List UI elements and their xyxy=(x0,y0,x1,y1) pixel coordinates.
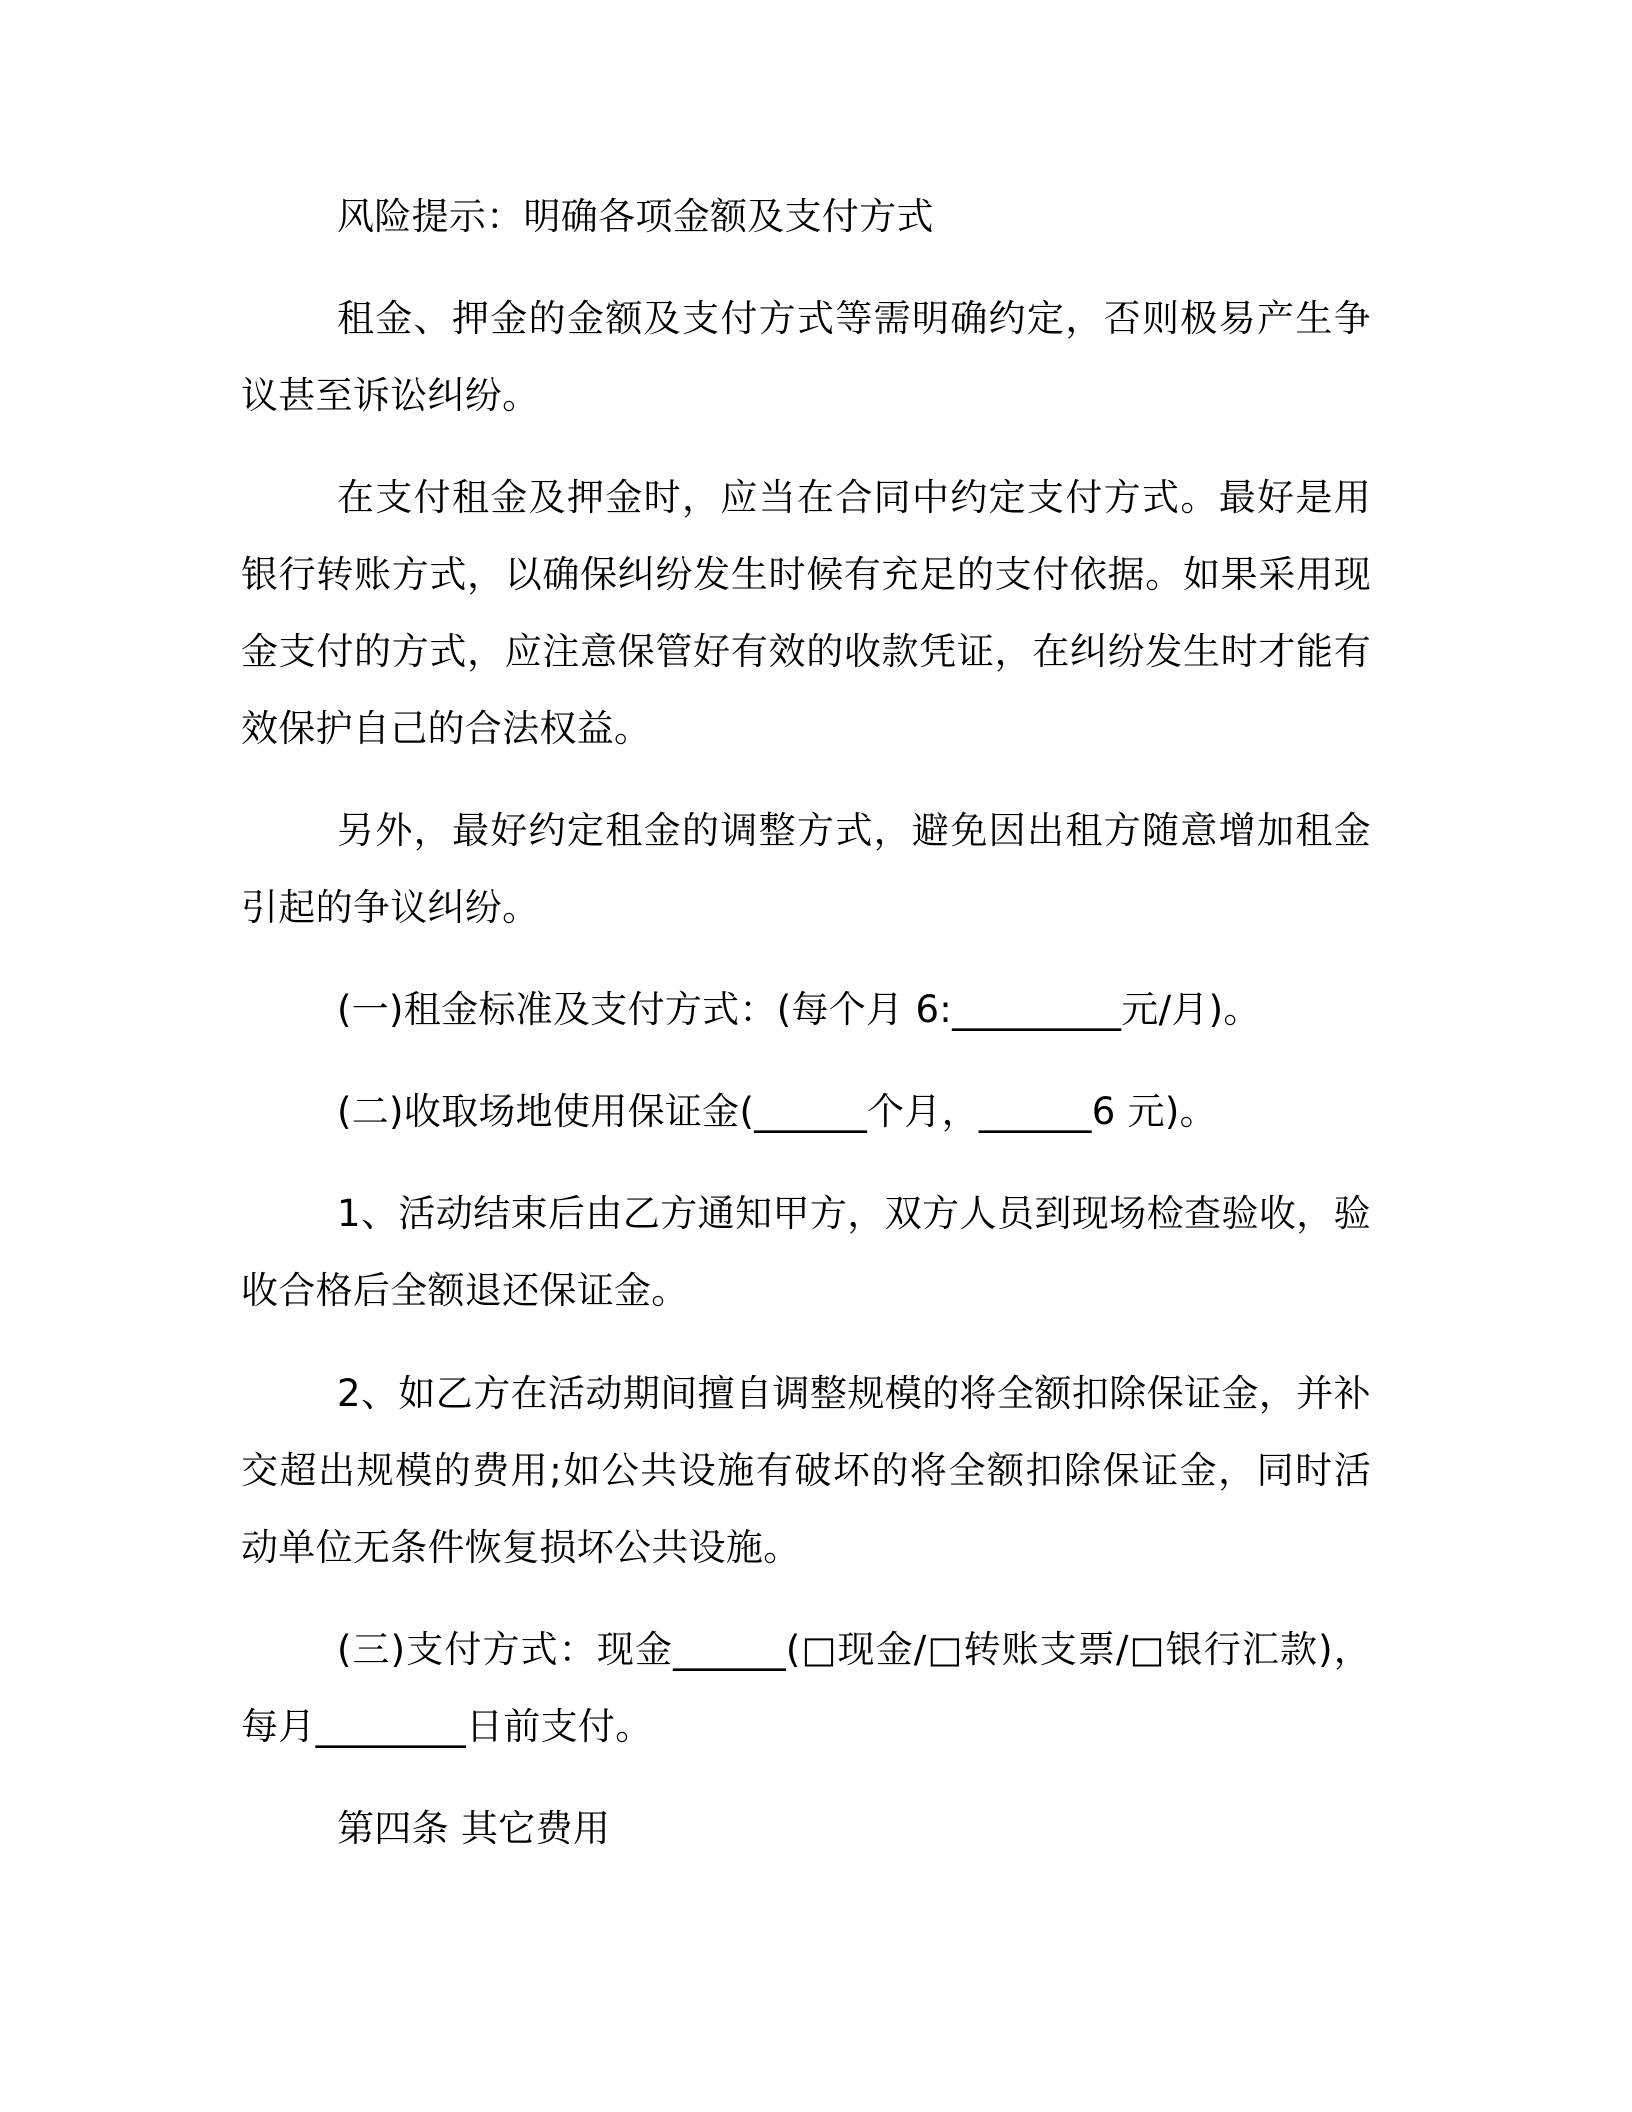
clause-deposit: (二)收取场地使用保证金(______个月，______6 元)。 xyxy=(337,1090,1217,1133)
clause-rent-standard: (一)租金标准及支付方式：(每个月 6:_________元/月)。 xyxy=(337,988,1261,1031)
paragraph-rent-adjustment: 另外，最好约定租金的调整方式，避免因出租方随意增加租金引起的争议纠纷。 xyxy=(241,809,1371,929)
risk-tip-heading: 风险提示：明确各项金额及支付方式 xyxy=(337,195,934,238)
clause-item-2: 2、如乙方在活动期间擅自调整规模的将全额扣除保证金，并补交超出规模的费用;如公共设施有破坏的将全额扣除保证金，同时活动单位无条件恢复损坏公共设施。 xyxy=(241,1372,1371,1569)
paragraph-payment-method-advice: 在支付租金及押金时，应当在合同中约定支付方式。最好是用银行转账方式，以确保纠纷发生时候有充足的支付依据。如果采用现金支付的方式，应注意保管好有效的收款凭证，在纠纷发生时才能有效保护自己的合法权益。 xyxy=(241,476,1371,750)
article-four-heading: 第四条 其它费用 xyxy=(337,1807,611,1850)
clause-payment-method: (三)支付方式：现金______(□现金/□转账支票/□银行汇款)，每月________日前支付。 xyxy=(241,1628,1371,1748)
paragraph-amount-agreement: 租金、押金的金额及支付方式等需明确约定，否则极易产生争议甚至诉讼纠纷。 xyxy=(241,297,1371,417)
clause-item-1: 1、活动结束后由乙方通知甲方，双方人员到现场检查验收，验收合格后全额退还保证金。 xyxy=(241,1192,1371,1312)
